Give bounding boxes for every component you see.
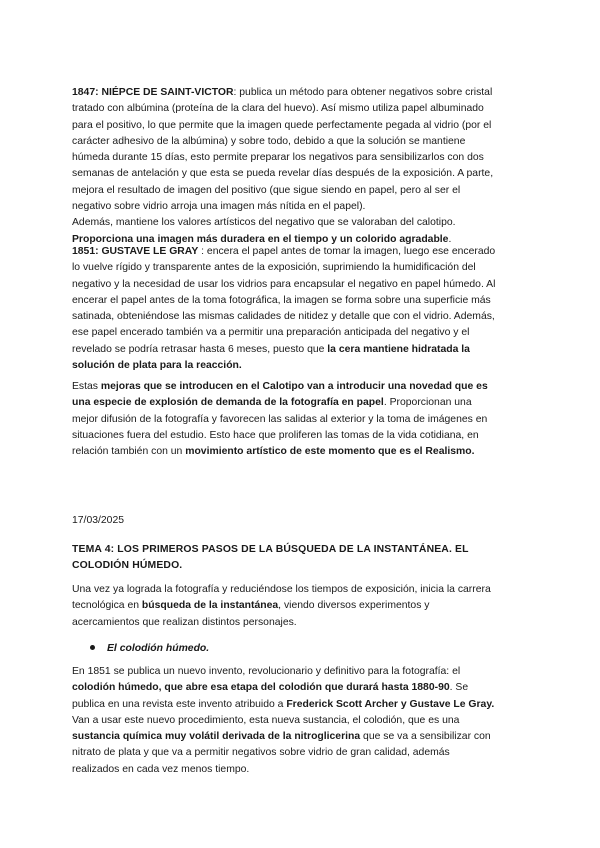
title-line: TEMA 4: LOS PRIMEROS PASOS DE LA BÚSQUEDA DE LA INSTANTÁNEA. EL: [72, 544, 469, 555]
heading-1851: 1851: GUSTAVE LE GRAY: [72, 246, 199, 257]
text-run: : encera el papel antes de tomar la imagen, luego ese encerado: [198, 246, 496, 257]
text-line: [72, 395, 532, 411]
title-line: COLODIÓN HÚMEDO.: [72, 560, 183, 572]
text-line: nitrato de plata y que va a permitir negativos sobre vidrio de gran calidad, además: [72, 747, 450, 759]
bullet-line: [90, 641, 550, 657]
text-line: [72, 444, 532, 460]
text-line: [72, 358, 532, 374]
bold-run: búsqueda de la instantánea: [141, 600, 279, 612]
paragraph-estas-mejoras: [72, 379, 532, 460]
section-title: [72, 542, 532, 575]
text-line: mejora el resultado de imagen del positivo (que sigue siendo en papel, pero al ser el: [72, 184, 461, 196]
text-line: [72, 85, 532, 101]
bold-run: sustancia química muy volátil derivada de la nitroglicerina: [72, 731, 361, 743]
text-line: mejor difusión de la fotografía y favorecen las salidas al exterior y la toma de imágenes en: [72, 413, 488, 425]
text-line: húmeda durante 15 días, esto permite preparar los negativos para sensibilizarlos con dos: [72, 152, 484, 164]
text-line: En 1851 se publica un nuevo invento, revolucionario y definitivo para la fotografía: el: [72, 666, 461, 677]
paragraph-intro: [72, 582, 532, 631]
text-line: [72, 342, 532, 358]
text-line: semanas de antelación y que esta se pueda revelar días después de la exposición. A parte,: [72, 168, 494, 180]
text-run: relación también con un: [72, 446, 186, 458]
bold-run: movimiento artístico de este momento que es el Realismo.: [185, 446, 475, 458]
text-run: revelado se podría retrasar hasta 6 meses, puesto que: [72, 343, 328, 355]
text-run: tecnológica en: [72, 600, 142, 612]
bold-run: Frederick Scott Archer y Gustave Le Gray.: [286, 698, 495, 710]
text-line: [72, 244, 532, 260]
text-line: lo vuelve rígido y transparente antes de la exposición, suprimiendo la humidificación del: [72, 262, 476, 274]
text-line: tratado con albúmina (proteína de la clara del huevo). Así mismo utiliza papel albuminado: [72, 103, 484, 115]
text-line: Además, mantiene los valores artísticos del negativo que se valoraban del calotipo.: [72, 217, 456, 229]
text-line: [72, 598, 532, 614]
paragraph-1851: [72, 244, 532, 374]
bold-run: la cera mantiene hidratada la: [327, 343, 470, 355]
text-line: negativo sobre vidrio arroja una imagen más nítida en el papel).: [72, 201, 366, 213]
text-run: que se va a sensibilizar con: [360, 731, 491, 743]
text-run: Estas: [72, 381, 101, 392]
text-line: [72, 379, 532, 395]
text-line: situaciones fuera del estudio. Esto hace que proliferen las tomas de la vida cotidiana, en: [72, 429, 479, 441]
date-text: 17/03/2025: [72, 515, 125, 526]
bold-run: Proporciona una imagen más duradera en el tiempo y un colorido agradable: [72, 233, 449, 245]
date-label: [72, 513, 532, 529]
bullet-text: El colodión húmedo.: [107, 643, 210, 654]
bold-run: una especie de explosión de demanda de la fotografía en papel: [72, 397, 384, 409]
text-run: , viendo diversos experimentos y: [278, 600, 430, 612]
text-line: [72, 680, 532, 696]
text-line: encerar el papel antes de la toma fotográfica, la imagen se forma sobre una superficie más: [72, 294, 491, 306]
paragraph-colodion: [72, 664, 532, 778]
text-run: : publica un método para obtener negativos sobre cristal: [233, 87, 493, 98]
text-run: .: [448, 233, 452, 245]
bold-run: colodión húmedo, que abre esa etapa del colodión que durará hasta 1880-90: [72, 682, 450, 694]
text-line: acercamientos que realizan distintos personajes.: [72, 616, 297, 628]
text-run: publica en una revista este invento atribuido a: [72, 698, 287, 710]
paragraph-1847: [72, 85, 532, 248]
bullet-item: [90, 641, 550, 657]
text-run: . Proporcionan una: [383, 397, 472, 409]
bullet-dot-icon: [90, 645, 95, 650]
text-line: ese papel encerado también va a permitir una preparación anticipada del negativo y el: [72, 327, 470, 339]
heading-1847: 1847: NIÉPCE DE SAINT-VICTOR: [72, 87, 234, 98]
text-line: satinada, obteniéndose las mismas calidades de nitidez y detalle que con el vidrio. Además,: [72, 311, 495, 323]
text-line: carácter adhesivo de la albúmina) y sobre todo, debido a que la solución se mantiene: [72, 135, 466, 147]
text-run: . Se: [449, 682, 469, 694]
text-line: Van a usar este nuevo procedimiento, esta nueva sustancia, el colodión, que es una: [72, 714, 460, 726]
text-line: negativo y la necesidad de usar los vidrios para encapsular el negativo en papel húmedo. Al: [72, 278, 496, 290]
bold-run: solución de plata para la reacción.: [72, 360, 242, 372]
text-line: [72, 729, 532, 745]
text-line: realizados en cada vez menos tiempo.: [72, 763, 250, 775]
text-line: [72, 697, 532, 713]
text-line: para el positivo, lo que permite que la imagen quede perfectamente pegada al vidrio (por el: [72, 119, 492, 131]
text-line: Una vez ya lograda la fotografía y reduciéndose los tiempos de exposición, inicia la carrera: [72, 584, 491, 595]
bold-run: mejoras que se introducen en el Calotipo van a introducir una novedad que es: [100, 381, 488, 392]
